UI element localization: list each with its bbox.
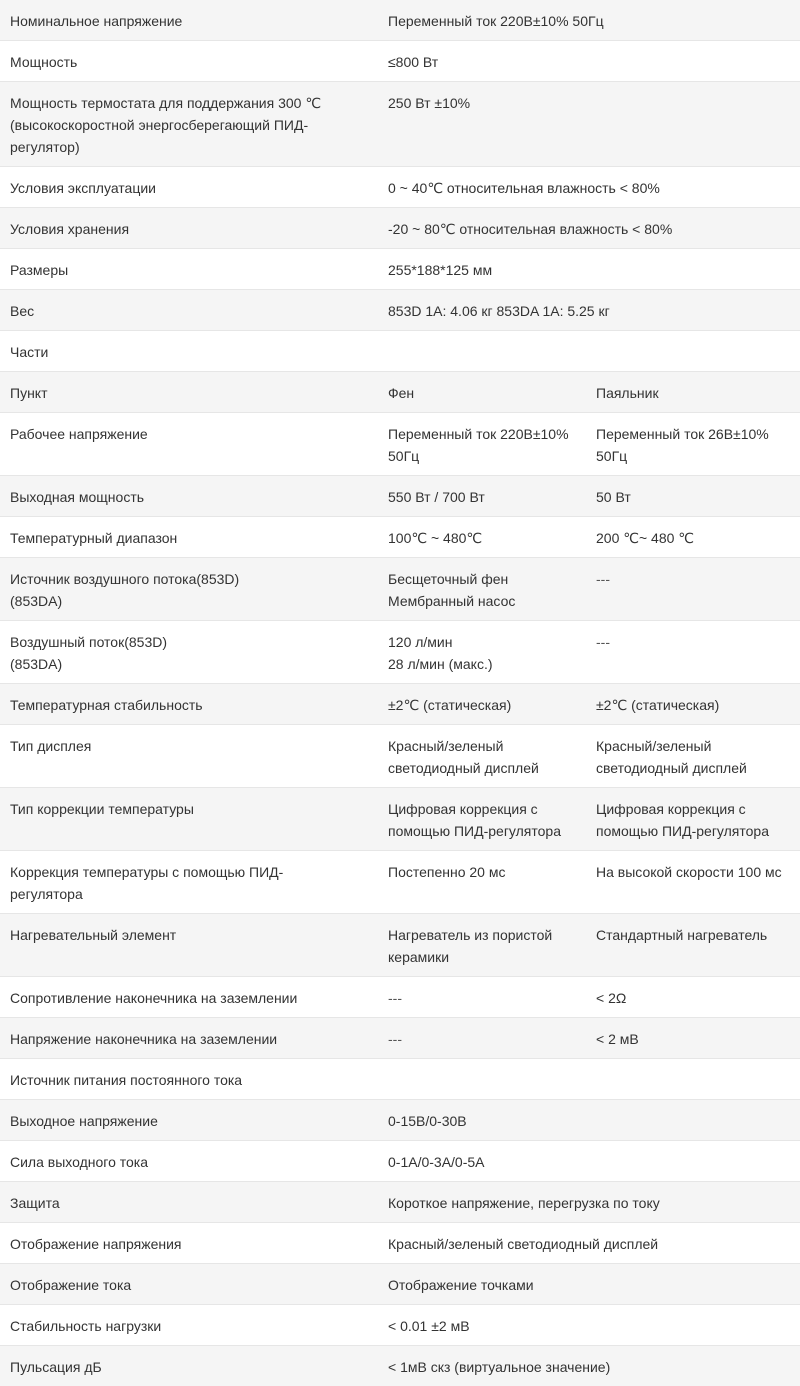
table-row [0, 1182, 800, 1223]
row-label-line: Воздушный поток(853D) [10, 631, 338, 653]
table-row [0, 558, 800, 621]
row-label: Рабочее напряжение [0, 413, 378, 476]
table-row [0, 1305, 800, 1346]
iron-value: Переменный ток 26В±10% 50Гц [586, 413, 800, 476]
table-row [0, 82, 800, 167]
row-label: Вес [0, 290, 378, 331]
table-row [0, 290, 800, 331]
iron-value: Красный/зеленый светодиодный дисплей [586, 725, 800, 788]
iron-value: < 2Ω [586, 977, 800, 1018]
table-row [0, 1100, 800, 1141]
row-label: Температурная стабильность [0, 684, 378, 725]
row-label: Сила выходного тока [0, 1141, 378, 1182]
iron-value: ±2℃ (статическая) [586, 684, 800, 725]
fen-value: 100℃ ~ 480℃ [378, 517, 586, 558]
fen-value [378, 621, 586, 684]
iron-value: 200 ℃~ 480 ℃ [586, 517, 800, 558]
fen-value-line: Бесщеточный фен [388, 568, 578, 590]
row-label-line: (853DA) [10, 590, 338, 612]
iron-value: --- [586, 621, 800, 684]
row-label: Пункт [0, 372, 378, 413]
row-value: 853D 1A: 4.06 кг 853DA 1A: 5.25 кг [378, 290, 800, 331]
table-row [0, 914, 800, 977]
table-row [0, 1018, 800, 1059]
row-label: Выходное напряжение [0, 1100, 378, 1141]
fen-value: Красный/зеленый светодиодный дисплей [378, 725, 586, 788]
row-label: Мощность [0, 41, 378, 82]
row-value: -20 ~ 80℃ относительная влажность < 80% [378, 208, 800, 249]
row-label: Тип дисплея [0, 725, 378, 788]
row-label [0, 558, 378, 621]
iron-value: Цифровая коррекция с помощью ПИД-регулятора [586, 788, 800, 851]
fen-value: Цифровая коррекция с помощью ПИД-регулятора [378, 788, 586, 851]
row-value: Красный/зеленый светодиодный дисплей [378, 1223, 800, 1264]
iron-value: Стандартный нагреватель [586, 914, 800, 977]
fen-value-line: Мембранный насос [388, 590, 578, 612]
fen-value: --- [378, 977, 586, 1018]
table-row [0, 851, 800, 914]
fen-value: 550 Вт / 700 Вт [378, 476, 586, 517]
row-label: Условия эксплуатации [0, 167, 378, 208]
row-value: 0-1А/0-3А/0-5А [378, 1141, 800, 1182]
row-value: 0 ~ 40℃ относительная влажность < 80% [378, 167, 800, 208]
table-row [0, 1141, 800, 1182]
table-row [0, 1346, 800, 1386]
row-label: Пульсация дБ [0, 1346, 378, 1386]
row-label: Защита [0, 1182, 378, 1223]
row-label: Температурный диапазон [0, 517, 378, 558]
table-row [0, 167, 800, 208]
row-label-line: Источник воздушного потока(853D) [10, 568, 338, 590]
column-header-fen: Фен [378, 372, 586, 413]
fen-value-line: 28 л/мин (макс.) [388, 653, 578, 675]
row-label: Сопротивление наконечника на заземлении [0, 977, 378, 1018]
row-label-line: (853DA) [10, 653, 338, 675]
table-row [0, 621, 800, 684]
iron-value: 50 Вт [586, 476, 800, 517]
row-label: Отображение тока [0, 1264, 378, 1305]
table-row [0, 0, 800, 41]
row-label: Нагревательный элемент [0, 914, 378, 977]
column-header-iron: Паяльник [586, 372, 800, 413]
fen-value: --- [378, 1018, 586, 1059]
table-row [0, 684, 800, 725]
row-label: Отображение напряжения [0, 1223, 378, 1264]
row-label: Номинальное напряжение [0, 0, 378, 41]
section-title-parts: Части [0, 331, 800, 372]
row-value: Переменный ток 220В±10% 50Гц [378, 0, 800, 41]
iron-value: На высокой скорости 100 мс [586, 851, 800, 914]
fen-value [378, 558, 586, 621]
section-title-dc-power: Источник питания постоянного тока [0, 1059, 800, 1100]
table-row [0, 517, 800, 558]
iron-value: < 2 мВ [586, 1018, 800, 1059]
fen-value-line: 120 л/мин [388, 631, 578, 653]
row-value: ≤800 Вт [378, 41, 800, 82]
fen-value: Нагреватель из пористой керамики [378, 914, 586, 977]
fen-value: Постепенно 20 мс [378, 851, 586, 914]
table-row [0, 413, 800, 476]
table-row [0, 1264, 800, 1305]
row-value: < 1мВ скз (виртуальное значение) [378, 1346, 800, 1386]
row-value: Отображение точками [378, 1264, 800, 1305]
row-label: Тип коррекции температуры [0, 788, 378, 851]
table-row [0, 476, 800, 517]
row-value: 250 Вт ±10% [378, 82, 800, 167]
table-row [0, 788, 800, 851]
table-row [0, 372, 800, 413]
row-label: Напряжение наконечника на заземлении [0, 1018, 378, 1059]
fen-value: Переменный ток 220В±10% 50Гц [378, 413, 586, 476]
row-label: Условия хранения [0, 208, 378, 249]
table-row [0, 725, 800, 788]
row-value: < 0.01 ±2 мВ [378, 1305, 800, 1346]
row-value: Короткое напряжение, перегрузка по току [378, 1182, 800, 1223]
row-label: Стабильность нагрузки [0, 1305, 378, 1346]
table-row [0, 977, 800, 1018]
row-label: Выходная мощность [0, 476, 378, 517]
table-row [0, 1223, 800, 1264]
row-value: 255*188*125 мм [378, 249, 800, 290]
row-label: Коррекция температуры с помощью ПИД-регулятора [0, 851, 378, 914]
table-row [0, 41, 800, 82]
section-header-row [0, 1059, 800, 1100]
table-row [0, 208, 800, 249]
table-row [0, 249, 800, 290]
row-value: 0-15В/0-30В [378, 1100, 800, 1141]
row-label: Мощность термостата для поддержания 300 ℃ (высокоскоростной энергосберегающий ПИД-регулятор) [0, 82, 378, 167]
row-label [0, 621, 378, 684]
fen-value: ±2℃ (статическая) [378, 684, 586, 725]
iron-value: --- [586, 558, 800, 621]
row-label: Размеры [0, 249, 378, 290]
section-header-row [0, 331, 800, 372]
